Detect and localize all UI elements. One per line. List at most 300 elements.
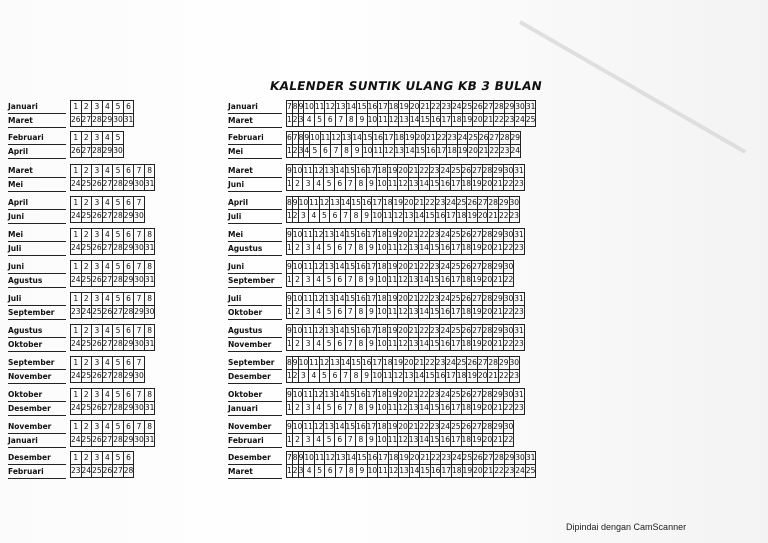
injection-date-row	[287, 197, 520, 210]
date-cell: 18	[447, 145, 458, 158]
injection-month-label: Desember	[8, 451, 66, 465]
date-cell: 5	[113, 165, 124, 178]
date-cell: 16	[356, 389, 367, 402]
date-cell: 12	[313, 389, 324, 402]
date-cell: 16	[426, 145, 437, 158]
date-cell: 28	[488, 197, 499, 210]
date-cell: 9	[292, 197, 298, 210]
date-cell: 11	[309, 357, 320, 370]
date-cell: 12	[313, 325, 324, 338]
date-cell: 2	[292, 114, 298, 127]
date-cell: 12	[393, 210, 404, 223]
injection-month-label: April	[228, 196, 282, 210]
date-cell: 7	[335, 114, 346, 127]
date-cell: 26	[467, 197, 478, 210]
return-date-row	[71, 114, 134, 127]
date-cell: 29	[493, 165, 504, 178]
date-cell: 25	[525, 465, 536, 478]
injection-date-row	[287, 452, 536, 465]
date-cell: 1	[287, 338, 293, 351]
date-cell: 17	[450, 242, 461, 255]
date-cell: 21	[420, 452, 431, 465]
date-cell: 25	[525, 114, 536, 127]
date-cell: 3	[92, 421, 103, 434]
date-cell: 15	[420, 465, 431, 478]
date-cell: 28	[113, 242, 124, 255]
date-cell: 11	[382, 210, 393, 223]
date-cell: 11	[378, 465, 389, 478]
date-cell: 21	[493, 338, 504, 351]
date-cell: 7	[345, 178, 356, 191]
date-grid	[286, 260, 514, 287]
date-cell: 13	[330, 357, 341, 370]
injection-month-label: Agustus	[8, 324, 66, 338]
page-title: KALENDER SUNTIK ULANG KB 3 BULAN	[268, 79, 544, 93]
date-cell: 9	[298, 452, 304, 465]
date-cell: 12	[398, 338, 409, 351]
date-cell: 10	[377, 402, 388, 415]
date-cell: 30	[134, 274, 145, 287]
date-cell: 26	[461, 165, 472, 178]
date-cell: 15	[429, 306, 440, 319]
date-cell: 16	[440, 306, 451, 319]
date-cell: 8	[287, 357, 293, 370]
date-cell: 25	[81, 242, 92, 255]
date-cell: 20	[404, 197, 415, 210]
date-cell: 5	[324, 306, 335, 319]
date-cell: 17	[436, 145, 447, 158]
date-cell: 15	[429, 178, 440, 191]
date-cell: 11	[387, 178, 398, 191]
date-cell: 13	[324, 293, 335, 306]
date-cell: 7	[345, 242, 356, 255]
date-cell: 29	[504, 452, 515, 465]
date-cell: 27	[472, 325, 483, 338]
date-grid	[70, 131, 124, 158]
date-cell: 3	[303, 338, 314, 351]
date-cell: 23	[514, 178, 525, 191]
date-cell: 31	[525, 101, 536, 114]
date-cell: 14	[334, 165, 345, 178]
date-cell: 11	[387, 242, 398, 255]
date-cell: 4	[304, 114, 315, 127]
date-cell: 23	[441, 101, 452, 114]
date-cell: 14	[419, 178, 430, 191]
date-grid	[286, 131, 521, 158]
return-date-row	[287, 465, 536, 478]
date-cell: 30	[503, 293, 514, 306]
date-cell: 8	[351, 210, 362, 223]
date-cell: 13	[324, 325, 335, 338]
return-month-label: Juni	[8, 210, 66, 224]
date-cell: 27	[81, 145, 92, 158]
date-cell: 25	[456, 357, 467, 370]
date-cell: 30	[134, 338, 145, 351]
date-cell: 22	[489, 145, 500, 158]
date-cell: 17	[450, 306, 461, 319]
date-cell: 23	[499, 145, 510, 158]
date-cell: 3	[303, 402, 314, 415]
date-cell: 15	[345, 325, 356, 338]
date-cell: 11	[373, 145, 384, 158]
date-cell: 9	[366, 242, 377, 255]
month-labels	[228, 196, 282, 222]
date-cell: 9	[287, 293, 293, 306]
date-cell: 27	[113, 306, 124, 319]
date-cell: 4	[102, 389, 113, 402]
date-cell: 18	[377, 165, 388, 178]
return-date-row	[71, 306, 155, 319]
date-cell: 4	[102, 357, 113, 370]
date-cell: 29	[493, 229, 504, 242]
injection-date-row	[71, 229, 155, 242]
return-month-label: Maret	[8, 114, 66, 128]
date-cell: 9	[292, 357, 298, 370]
month-labels	[8, 131, 66, 157]
date-cell: 18	[388, 101, 399, 114]
date-cell: 13	[394, 145, 405, 158]
date-cell: 18	[461, 338, 472, 351]
date-cell: 8	[144, 325, 155, 338]
date-cell: 9	[287, 229, 293, 242]
date-cell: 8	[292, 101, 298, 114]
date-cell: 22	[503, 274, 514, 287]
date-cell: 20	[409, 101, 420, 114]
date-cell: 3	[92, 325, 103, 338]
date-cell: 27	[472, 389, 483, 402]
date-cell: 24	[81, 465, 92, 478]
date-cell: 13	[335, 101, 346, 114]
date-cell: 10	[298, 197, 309, 210]
date-cell: 19	[467, 370, 478, 383]
date-cell: 2	[81, 132, 92, 145]
date-cell: 27	[477, 357, 488, 370]
month-labels	[228, 164, 282, 190]
date-grid	[70, 100, 134, 127]
date-grid	[286, 292, 525, 319]
date-cell: 9	[357, 465, 368, 478]
date-cell: 4	[313, 306, 324, 319]
date-cell: 3	[303, 434, 314, 447]
date-cell: 12	[398, 402, 409, 415]
date-cell: 27	[483, 452, 494, 465]
date-cell: 13	[324, 229, 335, 242]
calendar-block	[8, 196, 145, 222]
date-cell: 4	[309, 370, 320, 383]
date-cell: 31	[123, 114, 134, 127]
date-cell: 22	[430, 101, 441, 114]
date-cell: 1	[71, 389, 82, 402]
injection-month-label: Juli	[8, 292, 66, 306]
date-cell: 3	[303, 242, 314, 255]
date-cell: 15	[357, 452, 368, 465]
return-date-row	[71, 434, 155, 447]
date-cell: 13	[408, 306, 419, 319]
date-cell: 8	[144, 389, 155, 402]
date-cell: 13	[408, 178, 419, 191]
date-cell: 18	[461, 434, 472, 447]
date-cell: 10	[292, 325, 303, 338]
date-cell: 14	[405, 145, 416, 158]
date-cell: 3	[92, 261, 103, 274]
date-cell: 26	[92, 274, 103, 287]
injection-month-label: Juni	[8, 260, 66, 274]
date-cell: 1	[71, 293, 82, 306]
date-cell: 27	[102, 274, 113, 287]
month-labels	[228, 292, 282, 318]
date-cell: 20	[404, 357, 415, 370]
injection-month-label: Oktober	[228, 388, 282, 402]
date-cell: 2	[292, 306, 303, 319]
date-cell: 1	[287, 370, 293, 383]
date-cell: 5	[324, 402, 335, 415]
date-cell: 10	[304, 452, 315, 465]
return-date-row	[71, 274, 155, 287]
date-cell: 25	[462, 101, 473, 114]
injection-month-label: Maret	[8, 164, 66, 178]
date-cell: 28	[482, 165, 493, 178]
date-cell: 2	[81, 229, 92, 242]
date-cell: 28	[113, 434, 124, 447]
date-cell: 29	[498, 197, 509, 210]
injection-date-row	[71, 197, 145, 210]
date-cell: 12	[331, 132, 342, 145]
date-cell: 15	[429, 402, 440, 415]
injection-month-label: Februari	[228, 131, 282, 145]
date-cell: 17	[450, 402, 461, 415]
date-cell: 20	[398, 325, 409, 338]
date-cell: 11	[303, 293, 314, 306]
injection-date-row	[287, 421, 514, 434]
date-grid	[286, 228, 525, 255]
date-cell: 22	[419, 229, 430, 242]
date-cell: 3	[92, 293, 103, 306]
date-cell: 29	[123, 338, 134, 351]
date-cell: 12	[313, 165, 324, 178]
date-cell: 5	[314, 114, 325, 127]
date-cell: 28	[482, 261, 493, 274]
date-cell: 5	[113, 325, 124, 338]
date-cell: 18	[377, 229, 388, 242]
date-cell: 16	[440, 338, 451, 351]
date-cell: 17	[450, 434, 461, 447]
date-cell: 23	[441, 452, 452, 465]
date-cell: 27	[483, 101, 494, 114]
return-month-label: Maret	[228, 114, 282, 128]
date-cell: 16	[435, 210, 446, 223]
date-cell: 3	[92, 357, 103, 370]
date-cell: 18	[461, 178, 472, 191]
return-date-row	[287, 210, 520, 223]
date-cell: 1	[287, 145, 293, 158]
date-cell: 1	[71, 421, 82, 434]
date-cell: 26	[102, 465, 113, 478]
date-cell: 31	[525, 452, 536, 465]
date-cell: 8	[356, 402, 367, 415]
date-cell: 31	[144, 274, 155, 287]
date-cell: 17	[366, 229, 377, 242]
date-cell: 20	[415, 132, 426, 145]
date-cell: 6	[287, 132, 293, 145]
calendar-block	[8, 451, 134, 477]
date-cell: 28	[482, 421, 493, 434]
injection-date-row	[287, 389, 525, 402]
injection-date-row	[71, 357, 145, 370]
date-cell: 12	[383, 145, 394, 158]
date-cell: 29	[504, 101, 515, 114]
date-cell: 19	[405, 132, 416, 145]
date-cell: 7	[345, 402, 356, 415]
date-cell: 28	[123, 465, 134, 478]
date-cell: 5	[113, 452, 124, 465]
date-cell: 14	[334, 421, 345, 434]
date-cell: 22	[498, 370, 509, 383]
date-cell: 9	[287, 389, 293, 402]
date-cell: 17	[366, 293, 377, 306]
date-grid	[286, 420, 514, 447]
date-cell: 7	[134, 389, 145, 402]
month-labels	[8, 324, 66, 350]
date-cell: 15	[425, 210, 436, 223]
date-cell: 21	[483, 465, 494, 478]
date-cell: 21	[493, 306, 504, 319]
date-cell: 15	[429, 242, 440, 255]
date-cell: 19	[387, 389, 398, 402]
date-cell: 13	[408, 242, 419, 255]
date-cell: 24	[440, 261, 451, 274]
injection-month-label: Oktober	[8, 388, 66, 402]
date-cell: 26	[461, 389, 472, 402]
calendar-block	[8, 100, 134, 126]
return-month-label: Oktober	[228, 306, 282, 320]
month-labels	[8, 356, 66, 382]
return-date-row	[71, 402, 155, 415]
date-cell: 12	[398, 434, 409, 447]
date-cell: 26	[461, 293, 472, 306]
date-cell: 19	[472, 338, 483, 351]
date-cell: 22	[419, 325, 430, 338]
date-cell: 10	[292, 229, 303, 242]
date-cell: 7	[340, 210, 351, 223]
date-cell: 19	[462, 114, 473, 127]
return-month-label: Januari	[8, 434, 66, 448]
date-cell: 20	[473, 465, 484, 478]
date-cell: 18	[461, 274, 472, 287]
date-cell: 9	[366, 434, 377, 447]
date-cell: 4	[313, 402, 324, 415]
date-cell: 30	[113, 145, 124, 158]
date-cell: 16	[440, 178, 451, 191]
date-cell: 17	[366, 325, 377, 338]
date-cell: 28	[113, 370, 124, 383]
date-cell: 12	[388, 465, 399, 478]
date-cell: 25	[456, 197, 467, 210]
date-cell: 27	[102, 402, 113, 415]
date-cell: 18	[456, 210, 467, 223]
month-labels	[228, 451, 282, 477]
date-cell: 14	[414, 370, 425, 383]
date-cell: 30	[134, 210, 145, 223]
date-cell: 12	[313, 421, 324, 434]
date-cell: 29	[123, 434, 134, 447]
date-grid	[286, 164, 525, 191]
date-cell: 30	[503, 261, 514, 274]
date-cell: 6	[325, 465, 336, 478]
date-cell: 21	[493, 178, 504, 191]
calendar-block	[8, 260, 155, 286]
month-labels	[8, 100, 66, 126]
date-cell: 28	[113, 178, 124, 191]
date-cell: 19	[462, 465, 473, 478]
date-cell: 13	[324, 389, 335, 402]
date-cell: 24	[510, 145, 521, 158]
date-cell: 15	[425, 370, 436, 383]
injection-date-row	[71, 132, 124, 145]
date-cell: 17	[383, 132, 394, 145]
date-cell: 5	[113, 293, 124, 306]
date-cell: 15	[357, 101, 368, 114]
date-cell: 3	[92, 389, 103, 402]
date-cell: 14	[352, 132, 363, 145]
date-cell: 5	[113, 357, 124, 370]
date-cell: 3	[303, 274, 314, 287]
calendar-block	[8, 131, 124, 157]
date-cell: 20	[398, 421, 409, 434]
date-cell: 28	[494, 101, 505, 114]
return-month-label: Mei	[8, 178, 66, 192]
date-cell: 18	[452, 114, 463, 127]
date-cell: 12	[398, 274, 409, 287]
date-cell: 11	[320, 132, 331, 145]
date-cell: 27	[489, 132, 500, 145]
date-cell: 24	[71, 242, 82, 255]
date-cell: 31	[514, 325, 525, 338]
date-cell: 17	[378, 452, 389, 465]
date-cell: 1	[287, 465, 293, 478]
date-cell: 5	[310, 145, 321, 158]
date-cell: 1	[287, 178, 293, 191]
date-cell: 30	[503, 229, 514, 242]
date-cell: 8	[144, 261, 155, 274]
date-cell: 23	[429, 421, 440, 434]
date-cell: 26	[92, 338, 103, 351]
date-cell: 21	[408, 293, 419, 306]
date-cell: 16	[367, 101, 378, 114]
date-cell: 1	[287, 210, 293, 223]
return-date-row	[287, 370, 520, 383]
date-cell: 11	[303, 229, 314, 242]
date-cell: 1	[71, 325, 82, 338]
calendar-block	[228, 292, 525, 318]
injection-month-label: Januari	[8, 100, 66, 114]
date-cell: 28	[499, 132, 510, 145]
date-cell: 10	[292, 421, 303, 434]
date-cell: 8	[292, 452, 298, 465]
return-date-row	[71, 370, 145, 383]
date-cell: 15	[351, 357, 362, 370]
date-cell: 7	[134, 261, 145, 274]
return-month-label: September	[8, 306, 66, 320]
date-cell: 22	[503, 402, 514, 415]
date-cell: 20	[398, 165, 409, 178]
return-date-row	[287, 338, 525, 351]
date-cell: 2	[81, 101, 92, 114]
return-month-label: Agustus	[8, 274, 66, 288]
date-cell: 12	[325, 101, 336, 114]
date-cell: 7	[345, 434, 356, 447]
date-cell: 15	[345, 293, 356, 306]
date-cell: 24	[440, 165, 451, 178]
